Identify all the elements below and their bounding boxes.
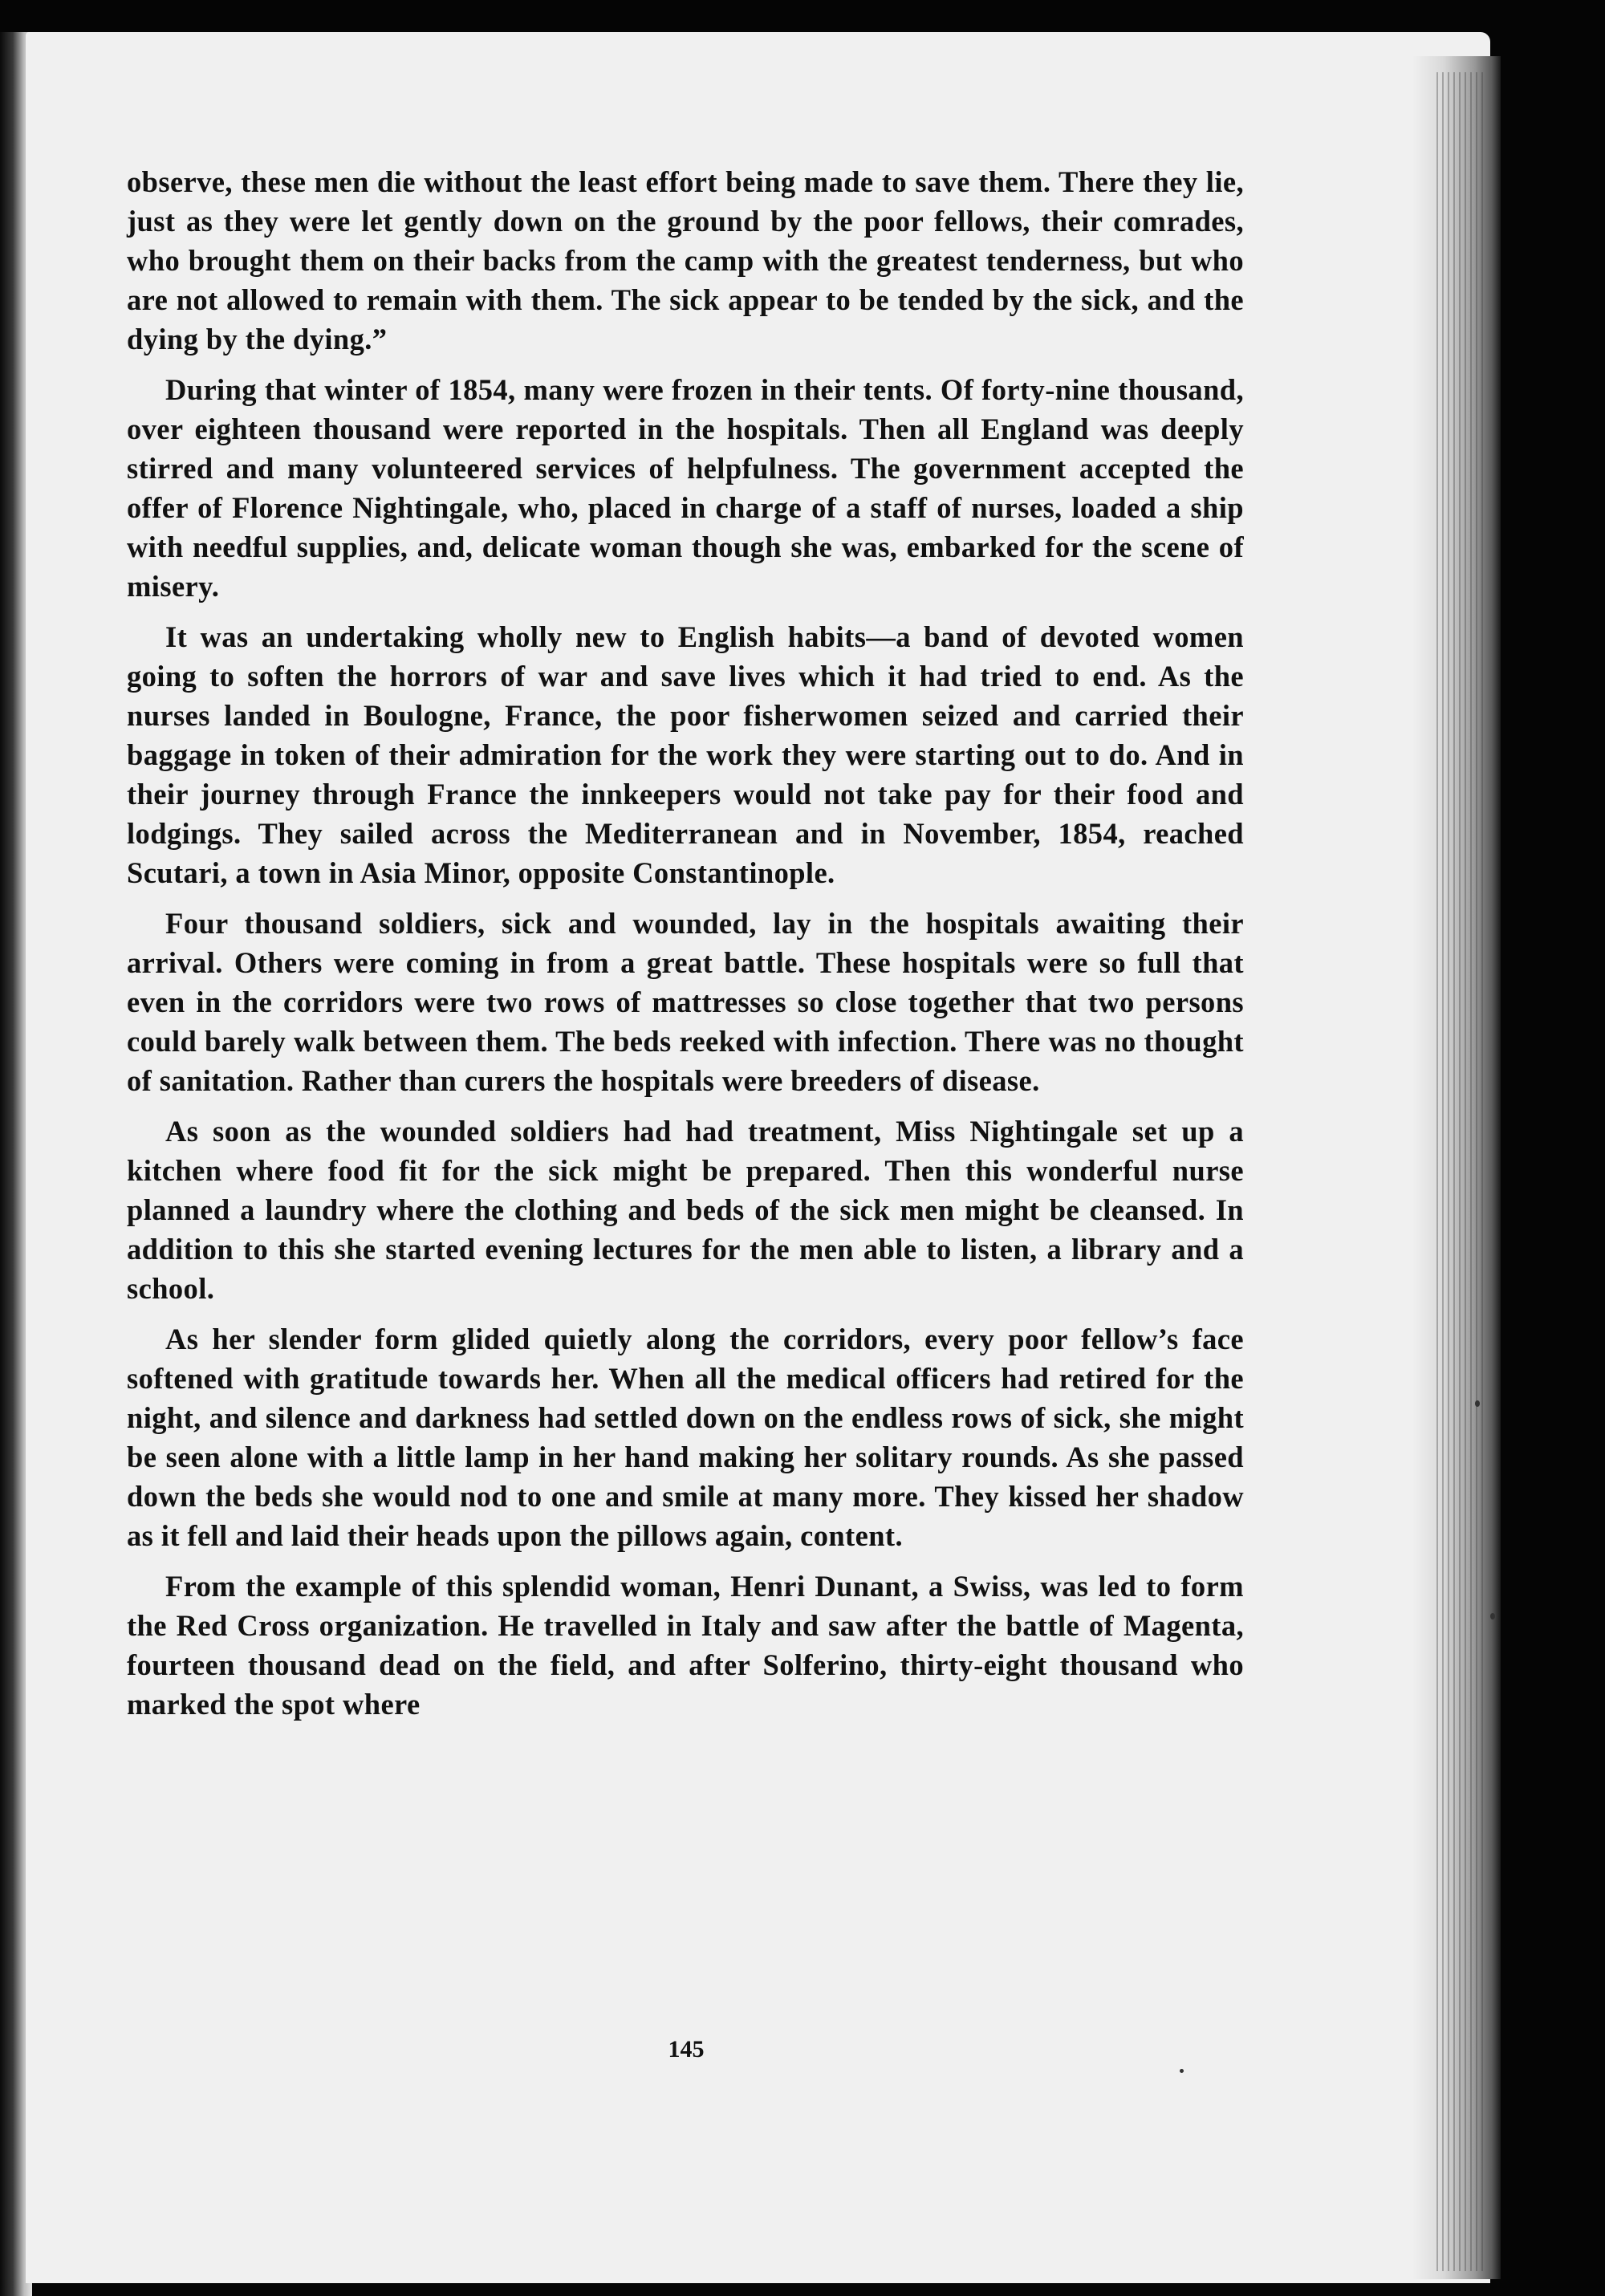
paragraph-lamp-rounds: As her slender form glided quietly along the corridors, every poor fellow’s face softened with gratitude towards her. When all the medical officers had retired for the night, and silence and darkness had settled down on the endless rows of sick, she might be seen alone with a little lamp in her hand making her solitary rounds. As she passed down the beds she would nod to one and smile at many more. They kissed her shadow as it fell and laid their heads upon the pillows again, content.	[127, 1323, 1244, 1552]
scan-speck	[1490, 1613, 1495, 1619]
paragraph-hospitals: Four thousand soldiers, sick and wounded, lay in the hospitals awaiting their arrival. Others were coming in from a great battle. These hospitals were so full that even in the corridors were two rows of mattresses so close together that two persons could barely walk between them. The beds reeked with infection. There was no thought of sanitation. Rather than curers the hospitals were breeders of disease.	[127, 907, 1244, 1097]
page-edge-stack	[1436, 72, 1485, 2271]
paragraph-winter-1854: During that winter of 1854, many were frozen in their tents. Of forty-nine thousand, over eighteen thousand were reported in the hospitals. Then all England was deeply stirred and many volunteered services of helpfulness. The government accepted the offer of Florence Nightingale, who, placed in charge of a staff of nurses, loaded a ship with needful supplies, and, delicate woman though she was, embarked for the scene of misery.	[127, 373, 1244, 603]
paragraph-kitchen-laundry: As soon as the wounded soldiers had had treatment, Miss Nightingale set up a kitchen where food fit for the sick might be prepared. Then this wonderful nurse planned a laundry where the clothing and beds of the sick men might be cleansed. In addition to this she started evening lectures for the men able to listen, a library and a school.	[127, 1115, 1244, 1305]
paragraph-red-cross: From the example of this splendid woman, Henri Dunant, a Swiss, was led to form the Red Cross organization. He travelled in Italy and saw after the battle of Magenta, fourteen thousand dead on the field, and after Solferino, thirty-eight thousand who marked the spot where	[127, 1570, 1244, 1721]
scan-speck	[1475, 1400, 1480, 1407]
paragraph-continuation: observe, these men die without the least effort being made to save them. There they lie, just as they were let gently down on the ground by the poor fellows, their comrades, who brought them on their backs from the camp with the greatest tenderness, but who are not allowed to remain with them. The sick appear to be tended by the sick, and the dying by the dying.”	[127, 165, 1244, 356]
page-number: 145	[668, 2036, 705, 2062]
paragraph-nurses-journey: It was an undertaking wholly new to English habits—a band of devoted women going to soften the horrors of war and save lives which it had tried to end. As the nurses landed in Boulogne, France, the poor fisherwomen seized and carried their baggage in token of their admiration for the work they were starting out to do. And in their journey through France the innkeepers would not take pay for their food and lodgings. They sailed across the Mediterranean and in November, 1854, reached Scutari, a town in Asia Minor, opposite Constantinople.	[127, 620, 1244, 889]
scan-speck	[1180, 2069, 1184, 2073]
page-body-text	[127, 162, 1244, 1735]
